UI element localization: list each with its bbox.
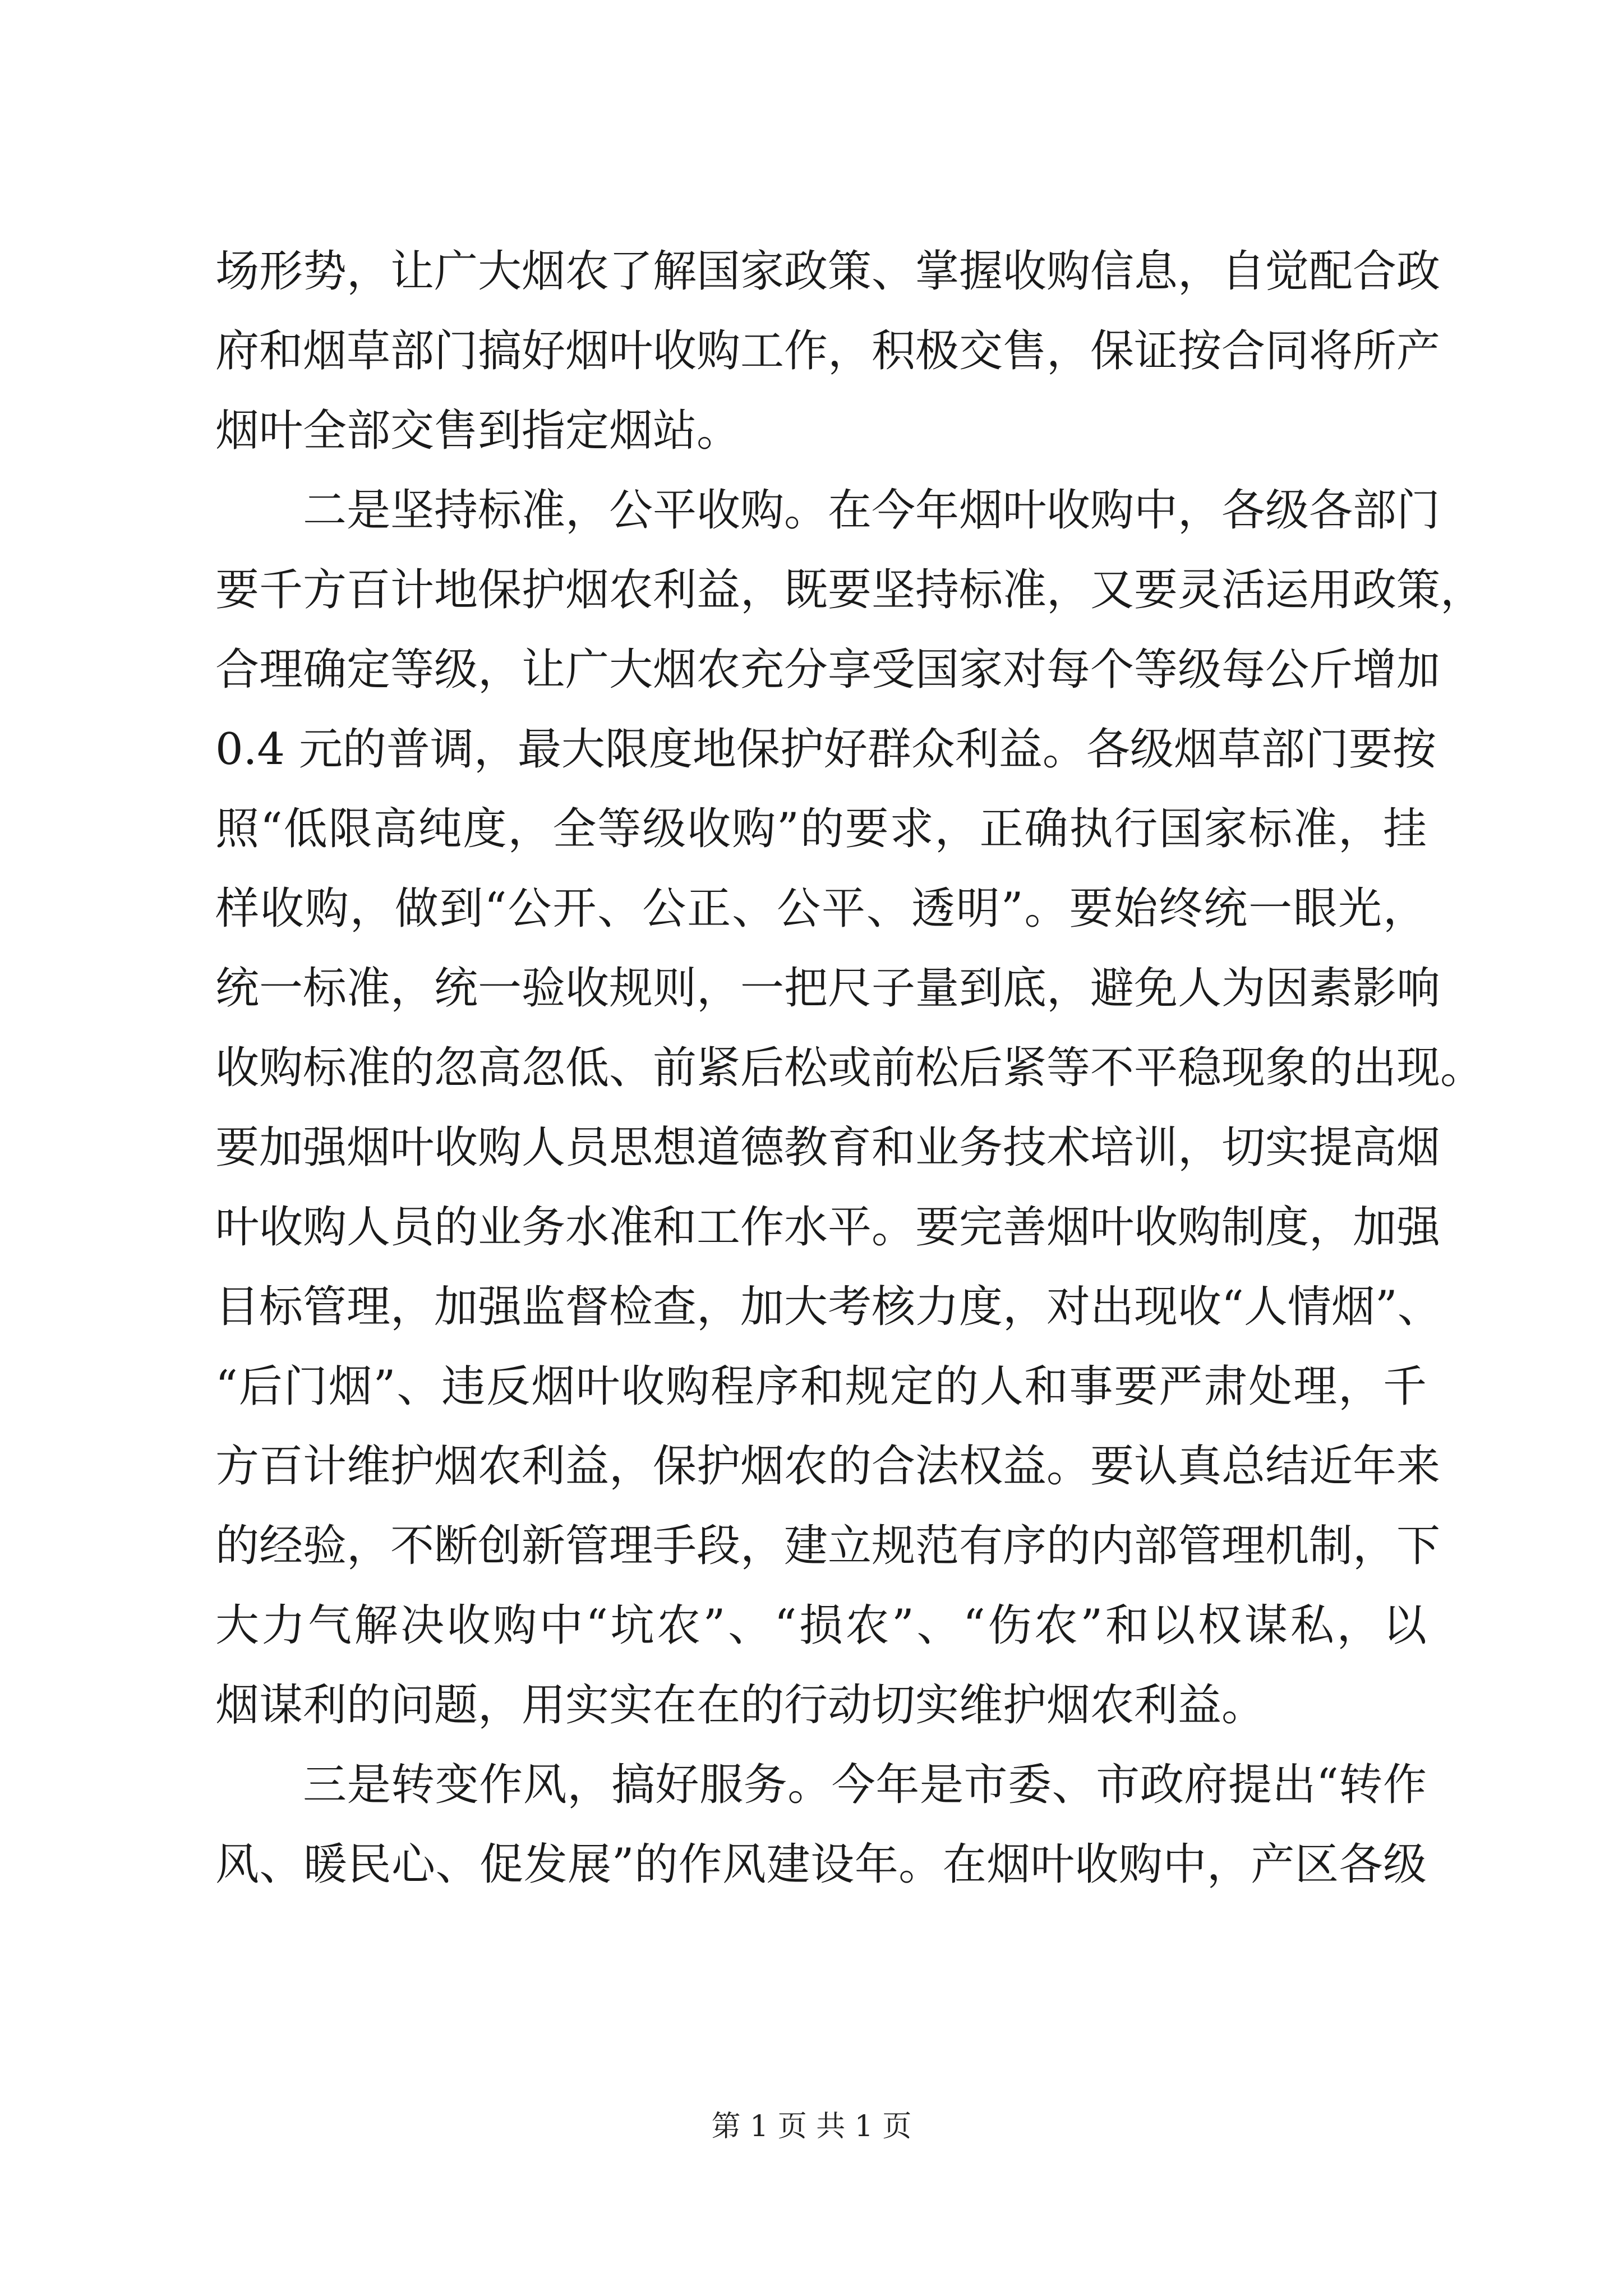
text-line: 统一标准，统一验收规则，一把尺子量到底，避免人为因素影响	[215, 963, 1441, 1014]
text-line: 0.4 元的普调，最大限度地保护好群众利益。各级烟草部门要按	[215, 724, 1436, 775]
document-body	[215, 0, 1484, 2042]
text-line: 烟谋利的问题，用实实在在的行动切实维护烟农利益。	[215, 1680, 1266, 1731]
text-line: 府和烟草部门搞好烟叶收购工作，积极交售，保证按合同将所产	[215, 326, 1441, 376]
text-line: 叶收购人员的业务水准和工作水平。要完善烟叶收购制度，加强	[215, 1202, 1441, 1253]
text-line: 合理确定等级，让广大烟农充分享受国家对每个等级每公斤增加	[215, 645, 1441, 695]
text-line: 目标管理，加强监督检查，加大考核力度，对出现收“人情烟”、	[215, 1282, 1441, 1332]
text-line: 方百计维护烟农利益，保护烟农的合法权益。要认真总结近年来	[215, 1441, 1441, 1492]
text-line: 要加强烟叶收购人员思想道德教育和业务技术培训，切实提高烟	[215, 1122, 1441, 1173]
text-line: “后门烟”、违反烟叶收购程序和规定的人和事要严肃处理，千	[215, 1361, 1427, 1412]
text-line: 收购标准的忽高忽低、前紧后松或前松后紧等不平稳现象的出现。	[215, 1043, 1484, 1093]
paragraph-first-line: 三是转变作风，搞好服务。今年是市委、市政府提出“转作	[303, 1760, 1427, 1810]
page-footer: 第 1 页 共 1 页	[711, 2110, 912, 2143]
text-line: 的经验，不断创新管理手段，建立规范有序的内部管理机制，下	[215, 1521, 1441, 1571]
text-line: 大力气解决收购中“坑农”、“损农”、“伤农”和以权谋私，以	[215, 1600, 1427, 1651]
text-line: 样收购，做到“公开、公正、公平、透明”。要始终统一眼光，	[215, 884, 1427, 934]
paragraph-first-line: 二是坚持标准，公平收购。在今年烟叶收购中，各级各部门	[303, 485, 1441, 536]
text-line: 照“低限高纯度，全等级收购”的要求，正确执行国家标准，挂	[215, 804, 1427, 854]
text-line: 风、暖民心、促发展”的作风建设年。在烟叶收购中，产区各级	[215, 1839, 1427, 1890]
text-line: 要千方百计地保护烟农利益，既要坚持标准，又要灵活运用政策，	[215, 565, 1484, 615]
text-line: 场形势，让广大烟农了解国家政策、掌握收购信息，自觉配合政	[215, 246, 1441, 297]
text-line: 烟叶全部交售到指定烟站。	[215, 406, 741, 456]
